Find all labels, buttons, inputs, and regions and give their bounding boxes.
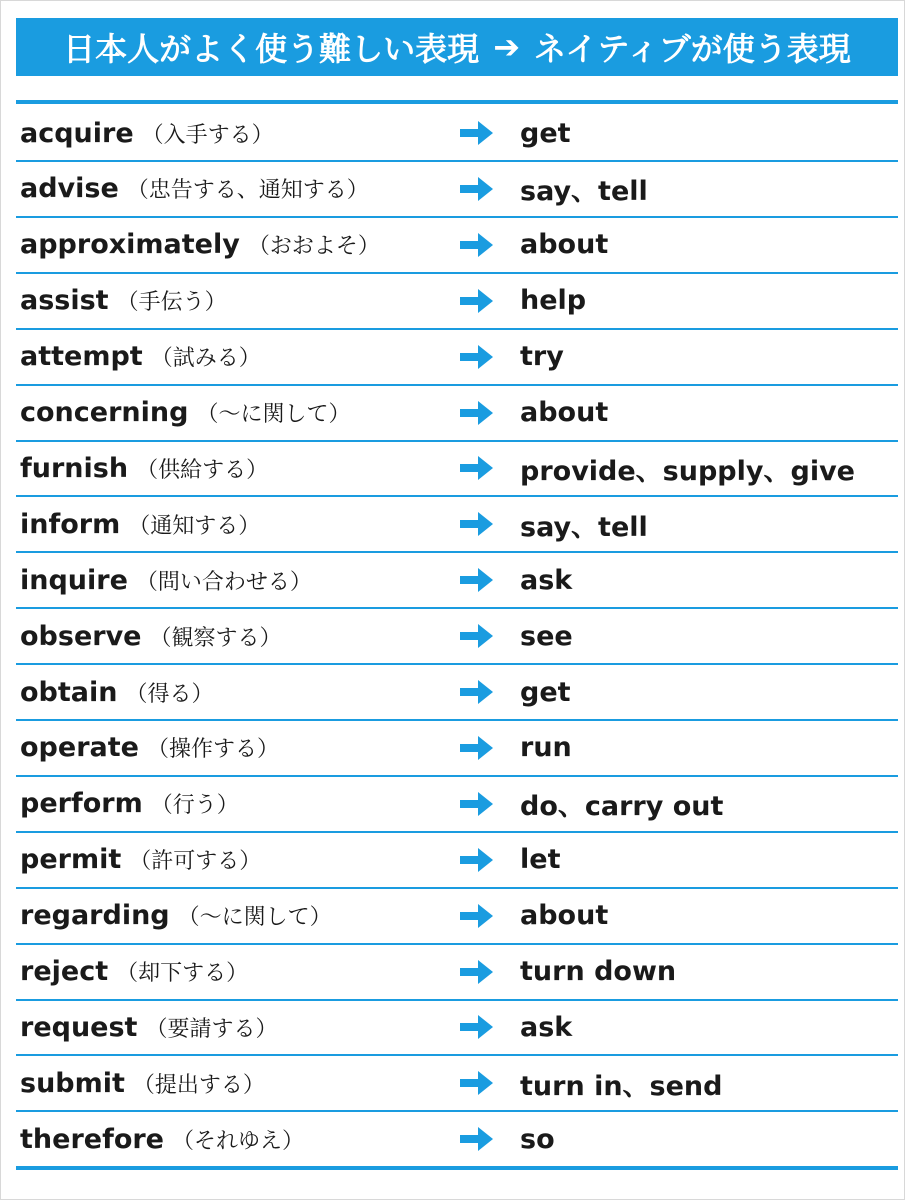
term-meaning: （手伝う） — [116, 290, 227, 316]
term-english: permit — [20, 844, 122, 876]
term-english: reject — [20, 956, 109, 987]
term-english: assist — [20, 285, 109, 317]
term-meaning: （それゆえ） — [172, 1128, 305, 1154]
table-row — [16, 274, 898, 328]
term-english: acquire — [20, 117, 134, 149]
table-row — [16, 1000, 898, 1054]
term-cell — [20, 889, 332, 943]
native-alternative: about — [520, 397, 609, 428]
native-alternative: provide、supply、give — [520, 455, 855, 487]
term-cell — [20, 833, 261, 887]
term-cell — [20, 106, 274, 160]
term-meaning: （試みる） — [150, 346, 261, 372]
term-english: therefore — [20, 1123, 164, 1155]
native-alternative: about — [520, 229, 609, 261]
term-meaning: （提出する） — [132, 1072, 265, 1098]
term-cell — [20, 330, 261, 384]
arrow-right-icon — [456, 1013, 496, 1041]
term-english: inform — [20, 508, 121, 540]
table-row — [16, 945, 898, 999]
header-right-label: ネイティブが使う表現 — [534, 30, 851, 68]
arrow-right-icon — [456, 119, 496, 147]
arrow-right-icon — [456, 958, 496, 986]
term-cell — [20, 218, 380, 272]
native-alternative: let — [520, 844, 561, 876]
table-row — [16, 330, 898, 384]
term-cell — [20, 274, 227, 328]
term-meaning: （供給する） — [136, 457, 269, 483]
arrow-right-icon — [456, 566, 496, 594]
term-cell — [20, 665, 214, 719]
term-cell — [20, 777, 239, 831]
table-row — [16, 553, 898, 607]
term-meaning: （要請する） — [145, 1016, 278, 1042]
native-alternative: help — [520, 285, 587, 317]
table-row — [16, 106, 898, 160]
arrow-right-icon — [456, 454, 496, 482]
term-meaning: （得る） — [125, 681, 214, 707]
arrow-right-icon — [456, 846, 496, 874]
term-cell — [20, 497, 260, 551]
term-cell — [20, 386, 350, 440]
term-english: perform — [20, 788, 143, 820]
table-row — [16, 609, 898, 663]
native-alternative: ask — [520, 1011, 573, 1043]
arrow-right-icon — [456, 231, 496, 259]
header-left-label: 日本人がよく使う難しい表現 — [63, 30, 480, 68]
table-top-rule — [16, 100, 898, 104]
arrow-right-icon — [456, 399, 496, 427]
arrow-right-icon — [456, 175, 496, 203]
native-alternative: turn down — [520, 956, 677, 987]
header-arrow-icon: ➔ — [493, 28, 520, 66]
native-alternative: so — [520, 1123, 555, 1155]
arrow-right-icon — [456, 902, 496, 930]
native-alternative: say、tell — [520, 176, 648, 208]
table-row — [16, 386, 898, 440]
table-row — [16, 162, 898, 216]
term-cell — [20, 553, 312, 607]
table-bottom-rule — [16, 1166, 898, 1170]
term-english: submit — [20, 1067, 125, 1099]
arrow-right-icon — [456, 678, 496, 706]
term-cell — [20, 1056, 265, 1110]
arrow-right-icon — [456, 287, 496, 315]
term-english: regarding — [20, 900, 170, 932]
term-cell — [20, 609, 282, 663]
term-meaning: （操作する） — [146, 737, 279, 763]
term-cell — [20, 945, 248, 999]
native-alternative: see — [520, 620, 573, 652]
arrow-right-icon — [456, 343, 496, 371]
term-english: operate — [20, 732, 139, 764]
term-cell — [20, 441, 268, 495]
native-alternative: say、tell — [520, 511, 648, 543]
native-alternative: do、carry out — [520, 791, 724, 823]
term-meaning: （問い合わせる） — [135, 569, 312, 595]
term-english: attempt — [20, 341, 143, 373]
arrow-right-icon — [456, 1069, 496, 1097]
table-row — [16, 665, 898, 719]
arrow-right-icon — [456, 790, 496, 818]
term-english: observe — [20, 620, 142, 652]
table-row — [16, 777, 898, 831]
term-meaning: （観察する） — [149, 625, 282, 651]
term-meaning: （忠告する、通知する） — [126, 178, 369, 204]
table-row — [16, 218, 898, 272]
table-header — [16, 18, 898, 76]
term-meaning: （～に関して） — [196, 402, 351, 427]
term-cell — [20, 1112, 304, 1166]
term-meaning: （おおよそ） — [247, 234, 380, 260]
term-english: concerning — [20, 397, 189, 428]
native-alternative: about — [520, 900, 609, 932]
native-alternative: ask — [520, 564, 573, 596]
arrow-right-icon — [456, 1125, 496, 1153]
term-cell — [20, 162, 369, 216]
native-alternative: get — [520, 117, 571, 149]
term-meaning: （許可する） — [129, 849, 262, 875]
term-english: approximately — [20, 229, 240, 261]
term-meaning: （行う） — [150, 793, 239, 819]
term-cell — [20, 1000, 277, 1054]
arrow-right-icon — [456, 622, 496, 650]
term-meaning: （入手する） — [141, 122, 274, 148]
term-cell — [20, 721, 279, 775]
table-row — [16, 833, 898, 887]
table-row — [16, 721, 898, 775]
native-alternative: get — [520, 676, 571, 708]
native-alternative: run — [520, 732, 572, 764]
table-row — [16, 1112, 898, 1166]
term-english: furnish — [20, 452, 129, 484]
arrow-right-icon — [456, 734, 496, 762]
table-row — [16, 497, 898, 551]
table-row — [16, 441, 898, 495]
table-row — [16, 889, 898, 943]
term-english: advise — [20, 173, 119, 205]
term-english: obtain — [20, 676, 118, 708]
native-alternative: turn in、send — [520, 1070, 723, 1102]
term-meaning: （却下する） — [116, 961, 249, 986]
arrow-right-icon — [456, 510, 496, 538]
table-row — [16, 1056, 898, 1110]
term-english: inquire — [20, 564, 128, 596]
term-meaning: （～に関して） — [177, 905, 332, 931]
native-alternative: try — [520, 341, 564, 373]
term-meaning: （通知する） — [128, 513, 261, 539]
term-english: request — [20, 1011, 138, 1043]
